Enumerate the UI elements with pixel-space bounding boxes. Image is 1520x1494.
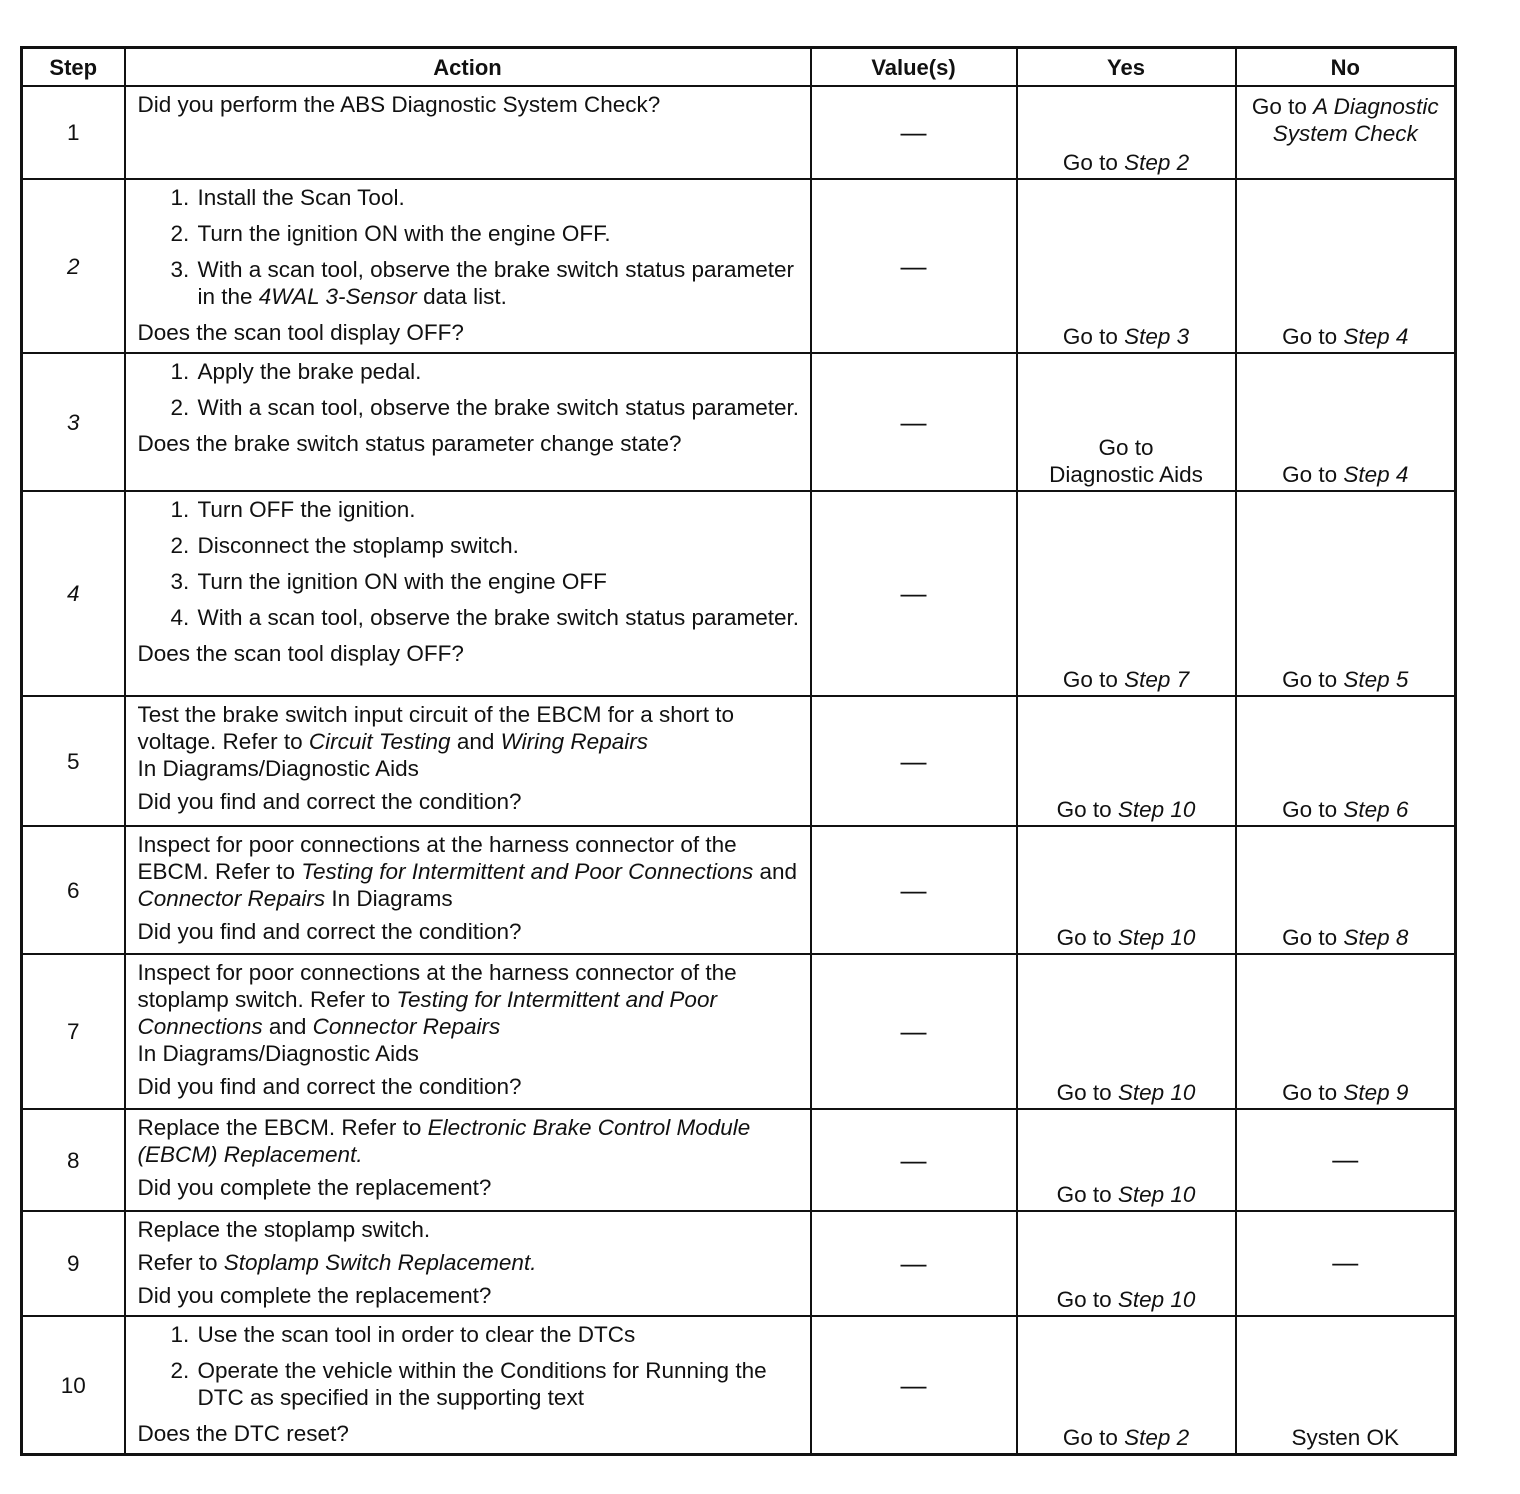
table-row: [22, 86, 1456, 179]
action-list: [138, 184, 800, 310]
action-text: Replace the EBCM. Refer to Electronic Brake Control Module (EBCM) Replacement.: [137, 1115, 751, 1167]
header-yes: Yes: [1017, 48, 1236, 87]
step-number: 3: [22, 353, 125, 491]
action-question: Does the scan tool display OFF?: [137, 641, 464, 666]
value-cell: —: [811, 491, 1017, 696]
action-list: [138, 496, 800, 631]
value-cell: —: [811, 179, 1017, 353]
value-cell: —: [811, 353, 1017, 491]
no-cell: Go to Step 5: [1236, 491, 1456, 696]
action-question: Did you complete the replacement?: [137, 1175, 492, 1200]
no-cell: —: [1236, 1109, 1456, 1211]
action-cell: [125, 1109, 811, 1211]
action-text: Test the brake switch input circuit of the EBCM for a short to voltage. Refer to Circuit Testing and Wiring Repairs In Diagrams/Diagnostic Aids: [137, 702, 735, 781]
step-number: 6: [22, 826, 125, 954]
value-cell: —: [811, 1211, 1017, 1316]
action-item: 1. Apply the brake pedal.: [196, 358, 800, 385]
value-cell: —: [811, 1109, 1017, 1211]
action-item: 1. Use the scan tool in order to clear the DTCs: [196, 1321, 800, 1348]
action-item: 2. Turn the ignition ON with the engine OFF.: [196, 220, 800, 247]
yes-cell: Go to Step 7: [1017, 491, 1236, 696]
yes-cell: Go to Step 10: [1017, 826, 1236, 954]
action-cell: [125, 491, 811, 696]
no-cell: Go to Step 4: [1236, 353, 1456, 491]
action-cell: [125, 353, 811, 491]
step-number: 10: [22, 1316, 125, 1455]
action-item: 2. Disconnect the stoplamp switch.: [196, 532, 800, 559]
yes-cell: Go to Step 10: [1017, 696, 1236, 826]
table-row: [22, 826, 1456, 954]
step-number: 9: [22, 1211, 125, 1316]
action-item: 2. Operate the vehicle within the Conditions for Running the DTC as specified in the supporting text: [196, 1357, 800, 1411]
action-question: Did you find and correct the condition?: [137, 919, 522, 944]
table-row: [22, 491, 1456, 696]
no-cell: Go to Step 8: [1236, 826, 1456, 954]
header-no: No: [1236, 48, 1456, 87]
no-cell: Go to Step 4: [1236, 179, 1456, 353]
table-row: [22, 1109, 1456, 1211]
no-cell: Go to Step 6: [1236, 696, 1456, 826]
action-item: 1. Install the Scan Tool.: [196, 184, 800, 211]
action-question: Does the brake switch status parameter change state?: [137, 431, 682, 456]
action-cell: [125, 696, 811, 826]
action-list: [138, 358, 800, 421]
action-text: Refer to Stoplamp Switch Replacement.: [137, 1250, 537, 1275]
action-cell: [125, 954, 811, 1109]
action-cell: [125, 86, 811, 179]
action-question: Did you find and correct the condition?: [137, 789, 522, 814]
step-number: 1: [22, 86, 125, 179]
yes-cell: Go to Step 10: [1017, 1211, 1236, 1316]
action-item: 1. Turn OFF the ignition.: [196, 496, 800, 523]
step-number: 5: [22, 696, 125, 826]
yes-cell: Go to Step 10: [1017, 954, 1236, 1109]
step-number: 2: [22, 179, 125, 353]
action-text: Inspect for poor connections at the harness connector of the stoplamp switch. Refer to Testing for Intermittent and Poor Connections and Connector Repairs In Diagrams/Diagnostic Aids: [137, 960, 737, 1066]
no-cell: —: [1236, 1211, 1456, 1316]
yes-cell: Go to Step 2: [1017, 86, 1236, 179]
yes-cell: Go to Diagnostic Aids: [1017, 353, 1236, 491]
diagnostic-table: [20, 46, 1457, 1456]
action-cell: [125, 179, 811, 353]
action-item: 3. With a scan tool, observe the brake switch status parameter in the 4WAL 3-Sensor data list.: [196, 256, 800, 310]
step-number: 8: [22, 1109, 125, 1211]
yes-cell: Go to Step 3: [1017, 179, 1236, 353]
action-item: 2. With a scan tool, observe the brake switch status parameter.: [196, 394, 800, 421]
value-cell: —: [811, 696, 1017, 826]
action-text: Replace the stoplamp switch.: [137, 1217, 431, 1242]
value-cell: —: [811, 826, 1017, 954]
header-row: [22, 48, 1456, 87]
action-question: Did you perform the ABS Diagnostic System Check?: [137, 92, 661, 117]
action-item: 3. Turn the ignition ON with the engine OFF: [196, 568, 800, 595]
yes-cell: Go to Step 10: [1017, 1109, 1236, 1211]
action-question: Does the scan tool display OFF?: [137, 320, 464, 345]
table-row: [22, 353, 1456, 491]
step-number: 4: [22, 491, 125, 696]
action-question: Did you complete the replacement?: [137, 1283, 492, 1308]
action-list: [138, 1321, 800, 1411]
no-cell: Go to Step 9: [1236, 954, 1456, 1109]
action-question: Does the DTC reset?: [137, 1421, 349, 1446]
action-question: Did you find and correct the condition?: [137, 1074, 522, 1099]
value-cell: —: [811, 954, 1017, 1109]
action-cell: [125, 1211, 811, 1316]
table-row: [22, 1316, 1456, 1455]
action-cell: [125, 1316, 811, 1455]
table-row: [22, 696, 1456, 826]
header-values: Value(s): [811, 48, 1017, 87]
table-row: [22, 1211, 1456, 1316]
action-text: Inspect for poor connections at the harness connector of the EBCM. Refer to Testing for Intermittent and Poor Connections and Connector Repairs In Diagrams: [137, 832, 798, 911]
value-cell: —: [811, 86, 1017, 179]
no-cell: Go to A Diagnostic System Check: [1236, 86, 1456, 179]
table-row: [22, 179, 1456, 353]
step-number: 7: [22, 954, 125, 1109]
action-item: 4. With a scan tool, observe the brake switch status parameter.: [196, 604, 800, 631]
header-step: Step: [22, 48, 125, 87]
table-row: [22, 954, 1456, 1109]
action-cell: [125, 826, 811, 954]
yes-cell: Go to Step 2: [1017, 1316, 1236, 1455]
header-action: Action: [125, 48, 811, 87]
no-cell: Systen OK: [1236, 1316, 1456, 1455]
value-cell: —: [811, 1316, 1017, 1455]
